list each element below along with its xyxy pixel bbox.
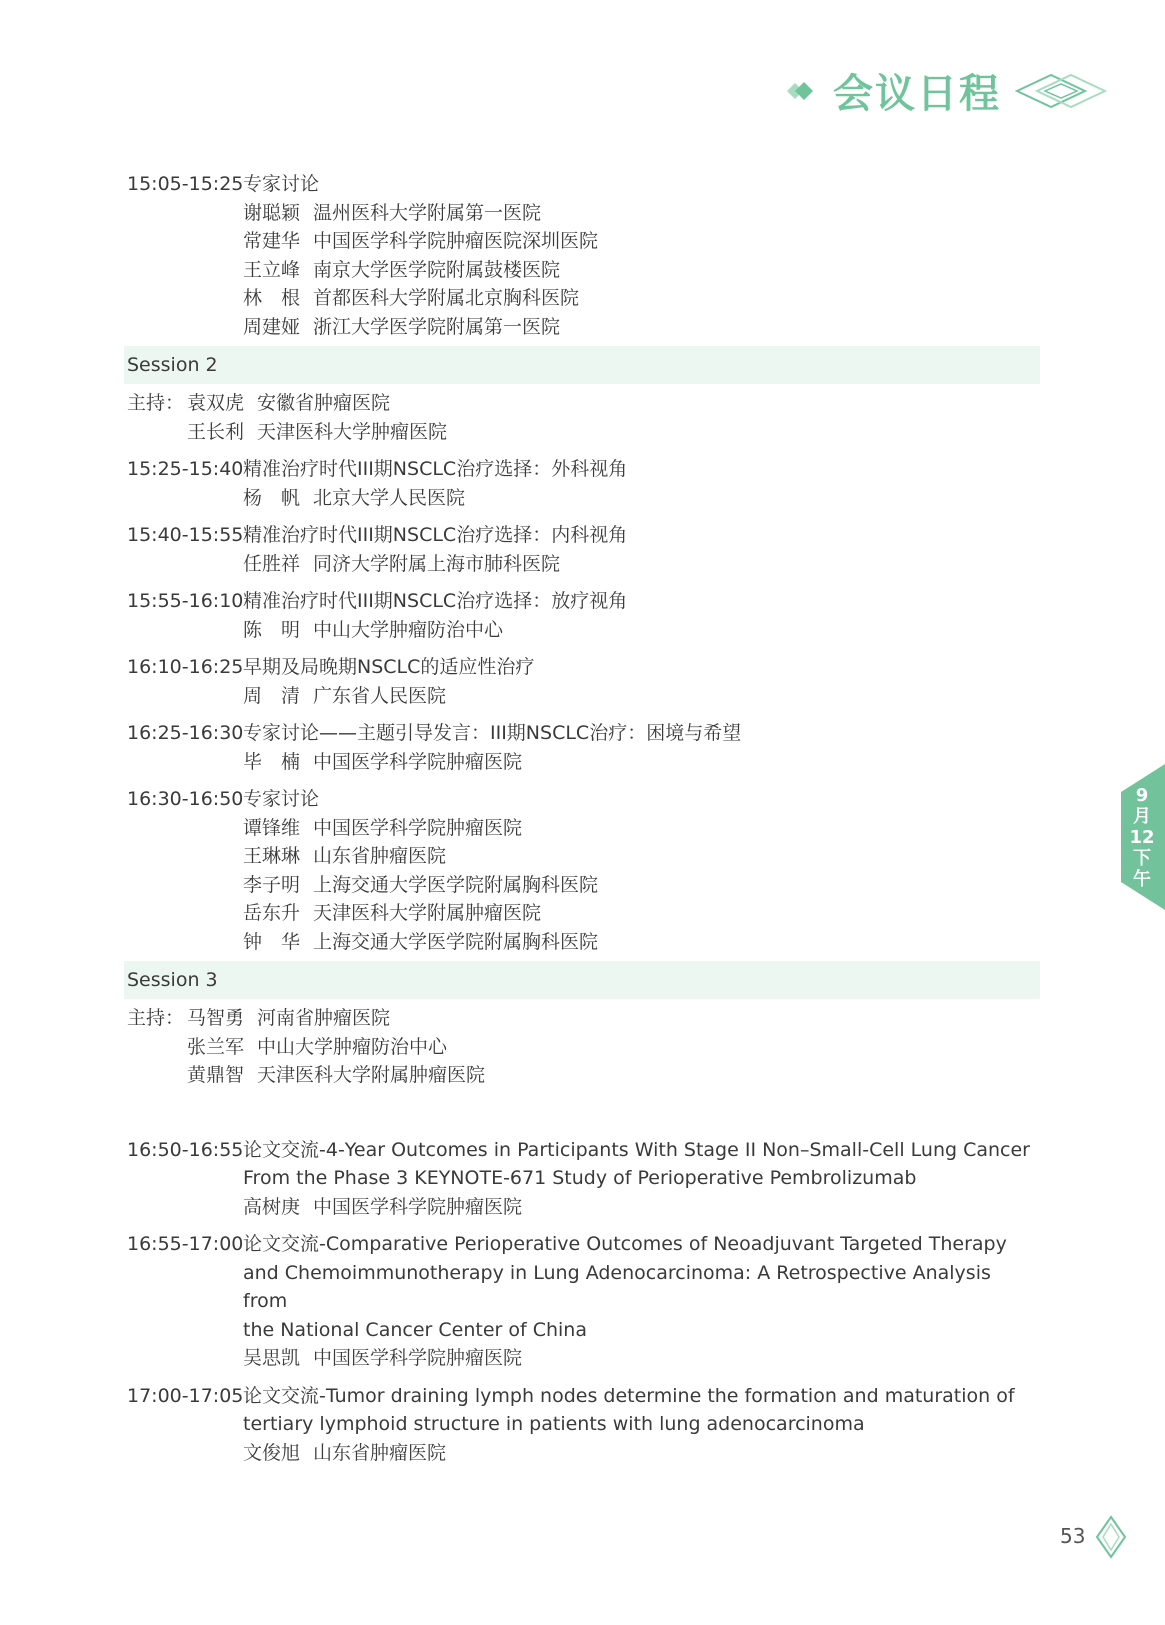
schedule-item <box>127 1382 1040 1468</box>
speaker: 高树庚 中国医学科学院肿瘤医院 <box>243 1195 523 1218</box>
item-title-line: the National Cancer Center of China <box>243 1318 587 1341</box>
item-time: 15:55-16:10 <box>127 590 244 612</box>
speaker: 杨 帆 北京大学人民医院 <box>243 486 466 509</box>
speaker: 陈 明 中山大学肿瘤防治中心 <box>243 618 504 641</box>
schedule <box>127 170 1040 1467</box>
chair-person: 袁双虎 安徽省肿瘤医院 <box>187 392 391 414</box>
chair-label: 主持： <box>127 392 185 414</box>
item-title-line: tertiary lymphoid structure in patients with lung adenocarcinoma <box>243 1413 865 1435</box>
item-title-line: 论文交流-Comparative Perioperative Outcomes of Neoadjuvant Targeted Therapy <box>243 1233 1007 1255</box>
item-time: 15:25-15:40 <box>127 458 244 480</box>
speaker: 任胜祥 同济大学附属上海市肺科医院 <box>243 552 561 575</box>
item-title: 专家讨论 <box>243 173 320 195</box>
item-title: 精准治疗时代III期NSCLC治疗选择：外科视角 <box>243 458 628 480</box>
schedule-item <box>127 653 1040 710</box>
speaker: 周建娅 浙江大学医学院附属第一医院 <box>243 315 561 338</box>
speaker: 谢聪颖 温州医科大学附属第一医院 <box>243 201 542 224</box>
item-title: 精准治疗时代III期NSCLC治疗选择：放疗视角 <box>243 590 628 612</box>
chairs <box>127 389 1040 446</box>
session-header: Session 3 <box>124 961 1040 999</box>
item-title: 早期及局晚期NSCLC的适应性治疗 <box>243 656 535 678</box>
schedule-item <box>127 170 1040 341</box>
speaker: 王琳琳 山东省肿瘤医院 <box>243 845 447 867</box>
chair-label: 主持： <box>127 1007 185 1029</box>
item-title-line: and Chemoimmunotherapy in Lung Adenocarcinoma: A Retrospective Analysis from <box>243 1261 991 1312</box>
chairs <box>127 1004 1040 1090</box>
diamond-outline-icon <box>1094 1515 1128 1559</box>
item-title-line: 论文交流-Tumor draining lymph nodes determine the formation and maturation of <box>243 1384 1015 1407</box>
speaker: 林 根 首都医科大学附属北京胸科医院 <box>243 287 580 309</box>
speaker: 王立峰 南京大学医学院附属鼓楼医院 <box>243 258 561 281</box>
chair-person: 王长利 天津医科大学肿瘤医院 <box>187 420 448 443</box>
speaker: 周 清 广东省人民医院 <box>243 684 447 707</box>
speaker: 岳东升 天津医科大学附属肿瘤医院 <box>243 902 542 924</box>
chair-person: 马智勇 河南省肿瘤医院 <box>187 1007 391 1029</box>
speaker: 谭锋维 中国医学科学院肿瘤医院 <box>243 816 523 839</box>
speaker: 文俊旭 山东省肿瘤医院 <box>243 1441 447 1464</box>
chair-person: 张兰军 中山大学肿瘤防治中心 <box>187 1035 448 1058</box>
side-tab-text: 9 月 12 下 午 <box>1129 785 1155 890</box>
page-title: 会议日程 <box>833 71 1001 117</box>
speaker: 常建华 中国医学科学院肿瘤医院深圳医院 <box>243 230 599 252</box>
page-number: 53 <box>1060 1524 1086 1548</box>
schedule-item <box>127 521 1040 578</box>
schedule-item <box>127 455 1040 512</box>
schedule-item <box>127 785 1040 956</box>
item-time: 16:10-16:25 <box>127 656 244 678</box>
speaker: 李子明 上海交通大学医学院附属胸科医院 <box>243 873 599 896</box>
item-time: 15:40-15:55 <box>127 524 244 546</box>
speaker: 吴思凯 中国医学科学院肿瘤医院 <box>243 1347 523 1369</box>
schedule-item <box>127 1230 1040 1373</box>
diamond-icon <box>783 78 819 104</box>
speaker: 钟 华 上海交通大学医学院附属胸科医院 <box>243 930 599 953</box>
item-title: 专家讨论——主题引导发言：III期NSCLC治疗：困境与希望 <box>243 722 742 744</box>
item-time: 16:50-16:55 <box>127 1138 244 1161</box>
item-time: 17:00-17:05 <box>127 1384 244 1407</box>
double-diamond-outline-icon <box>1015 71 1107 111</box>
item-time: 16:30-16:50 <box>127 788 244 810</box>
page-header <box>783 62 1107 119</box>
speaker: 毕 楠 中国医学科学院肿瘤医院 <box>243 750 523 773</box>
schedule-item <box>127 1136 1040 1222</box>
item-title: 专家讨论 <box>243 788 320 810</box>
item-time: 16:25-16:30 <box>127 722 244 744</box>
session-header: Session 2 <box>124 346 1040 384</box>
item-title: 精准治疗时代III期NSCLC治疗选择：内科视角 <box>243 524 628 546</box>
schedule-item <box>127 587 1040 644</box>
schedule-item <box>127 719 1040 776</box>
item-time: 15:05-15:25 <box>127 173 244 195</box>
chair-person: 黄鼎智 天津医科大学附属肿瘤医院 <box>187 1064 486 1086</box>
item-time: 16:55-17:00 <box>127 1233 244 1255</box>
item-title-line: From the Phase 3 KEYNOTE-671 Study of Perioperative Pembrolizumab <box>243 1167 917 1189</box>
item-title-line: 论文交流-4-Year Outcomes in Participants With Stage II Non–Small-Cell Lung Cancer <box>243 1138 1030 1161</box>
